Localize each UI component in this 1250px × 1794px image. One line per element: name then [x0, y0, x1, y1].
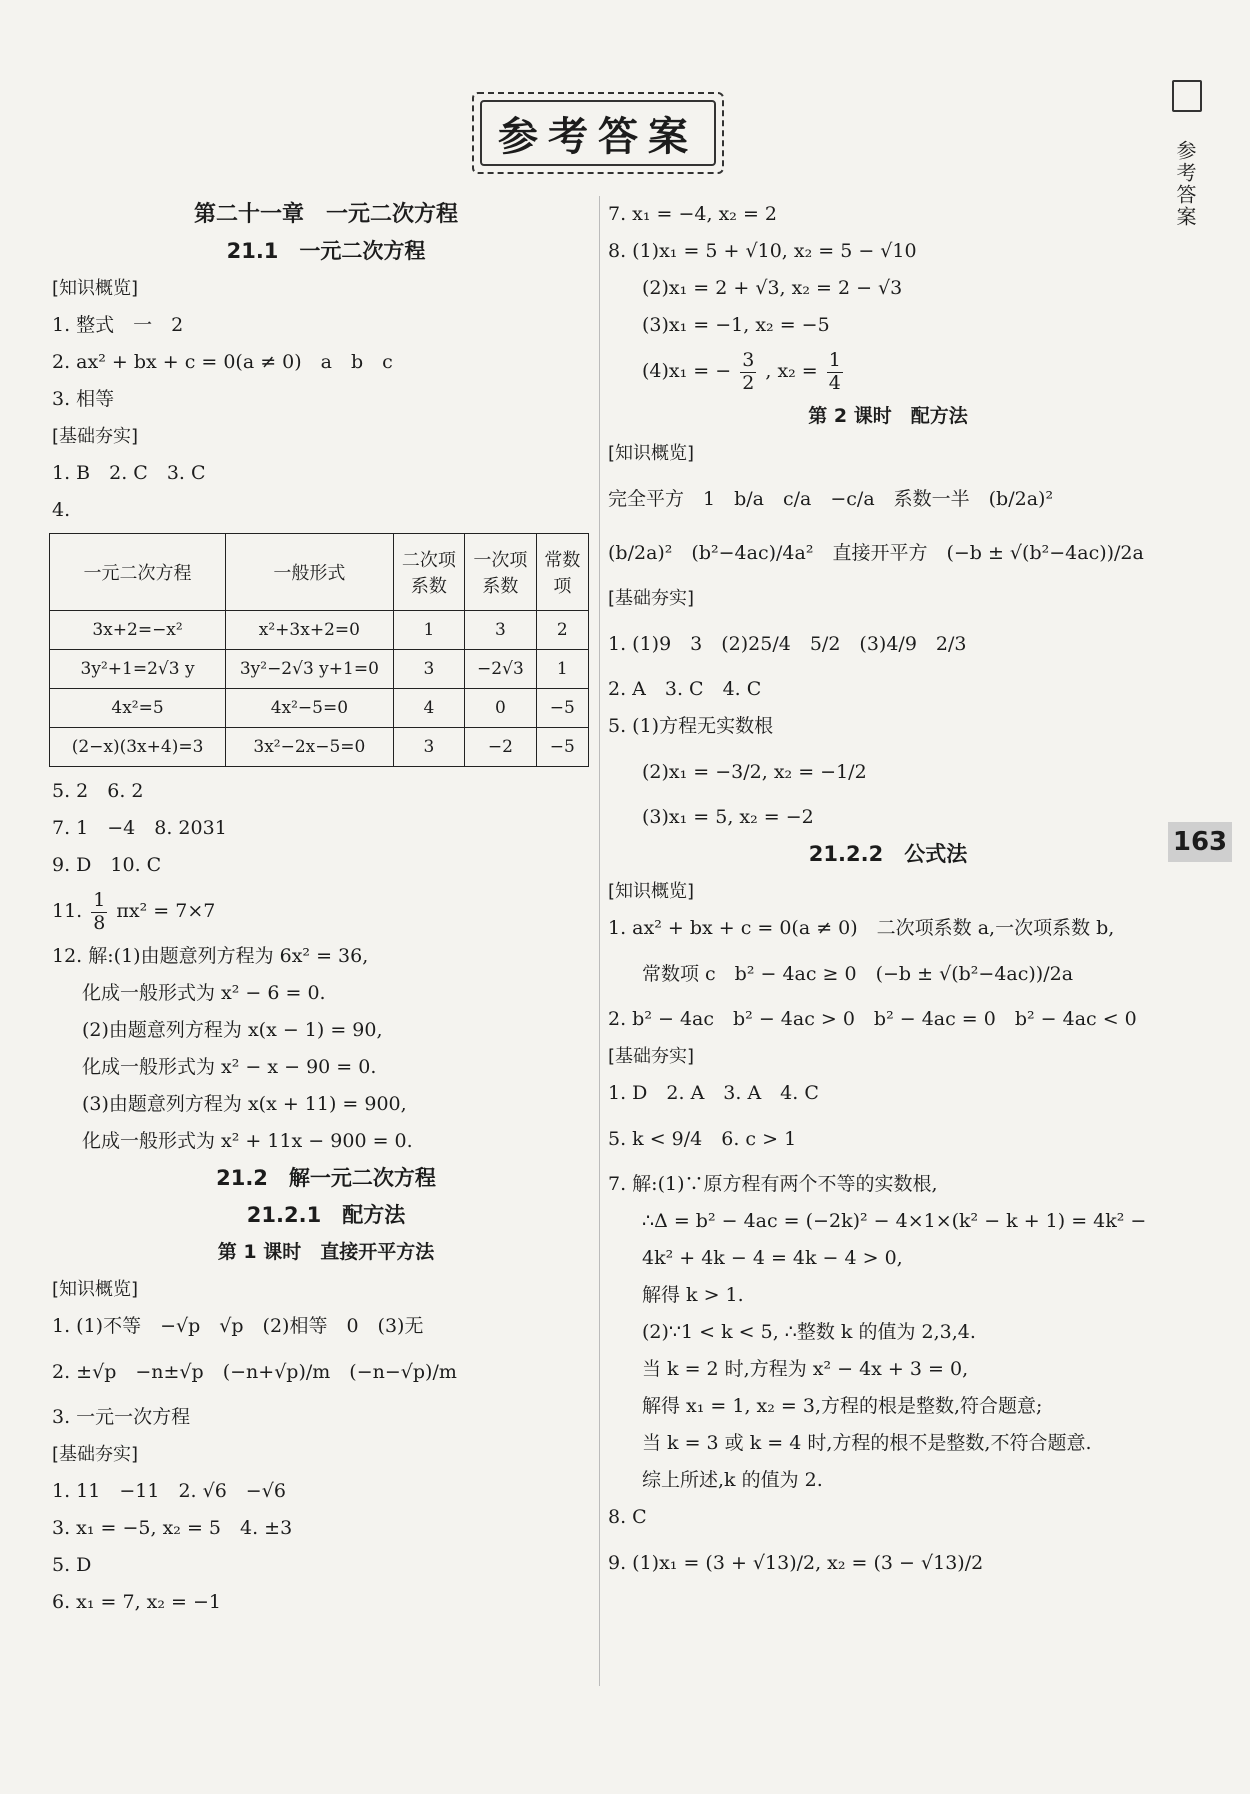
right-column — [608, 196, 1168, 1590]
page-number: 163 — [1168, 822, 1232, 862]
numerator: 1 — [93, 888, 106, 911]
subsection-title: 21.2.2 公式法 — [808, 842, 968, 866]
numerator: 3 — [742, 348, 755, 371]
section-tag: [基础夯实] — [608, 1046, 695, 1067]
answer-line: 3. 一元一次方程 — [52, 1406, 191, 1428]
table-cell: 3 — [393, 650, 465, 689]
answer-line: 7. 解:(1)∵原方程有两个不等的实数根, — [608, 1173, 938, 1195]
answer-line: 综上所述,k 的值为 2. — [642, 1469, 823, 1491]
answer-line: 常数项 c b² − 4ac ≥ 0 (−b ± √(b²−4ac))/2a — [642, 963, 1074, 985]
answer-line: 6. x₁ = 7, x₂ = −1 — [52, 1591, 222, 1613]
answer-line: 2. ax² + bx + c = 0(a ≠ 0) a b c — [52, 351, 393, 373]
book-icon — [1172, 80, 1202, 112]
answer-line: 3. x₁ = −5, x₂ = 5 4. ±3 — [52, 1517, 293, 1539]
table-header-row — [50, 534, 589, 611]
answer-text: (4)x₁ = − — [642, 360, 732, 382]
page-title: 参考答案 — [480, 100, 716, 166]
answer-line — [52, 884, 600, 938]
table-cell: 3 — [465, 611, 537, 650]
table-cell: 4x²=5 — [50, 689, 226, 728]
answer-line: 1. (1)不等 −√p √p (2)相等 0 (3)无 — [52, 1315, 424, 1337]
answer-line: 5. 2 6. 2 — [52, 780, 144, 802]
table-cell: −2√3 — [465, 650, 537, 689]
answer-line: 解得 x₁ = 1, x₂ = 3,方程的根是整数,符合题意; — [642, 1395, 1043, 1417]
answer-line: (3)x₁ = −1, x₂ = −5 — [642, 314, 830, 336]
table-header: 一次项系数 — [465, 534, 537, 611]
lesson-title: 第 2 课时 配方法 — [808, 405, 968, 427]
answer-line: (b/2a)² (b²−4ac)/4a² 直接开平方 (−b ± √(b²−4ac))/2a — [608, 542, 1144, 564]
side-label: 参考答案 — [1173, 140, 1197, 228]
table-cell: 3x+2=−x² — [50, 611, 226, 650]
section-title: 21.2 解一元二次方程 — [216, 1166, 436, 1190]
section-tag: [知识概览] — [608, 443, 695, 464]
table-cell: 4 — [393, 689, 465, 728]
answer-line: 2. ±√p −n±√p (−n+√p)/m (−n−√p)/m — [52, 1361, 457, 1383]
numerator: 1 — [828, 348, 841, 371]
answer-line: 9. (1)x₁ = (3 + √13)/2, x₂ = (3 − √13)/2 — [608, 1552, 984, 1574]
answer-line: (2)∵1 < k < 5, ∴整数 k 的值为 2,3,4. — [642, 1321, 976, 1343]
answer-line: 解得 k > 1. — [642, 1284, 744, 1306]
answer-line: 化成一般形式为 x² − x − 90 = 0. — [82, 1056, 377, 1078]
answer-line: 4. — [52, 499, 71, 521]
fraction — [91, 890, 107, 935]
answer-line: 当 k = 2 时,方程为 x² − 4x + 3 = 0, — [642, 1358, 969, 1380]
table-header: 一般形式 — [226, 534, 394, 611]
section-tag: [基础夯实] — [608, 588, 695, 609]
answer-line: 3. 相等 — [52, 388, 115, 410]
answer-line: (2)x₁ = 2 + √3, x₂ = 2 − √3 — [642, 277, 903, 299]
denominator: 8 — [93, 911, 106, 934]
section-tag: [知识概览] — [52, 1279, 139, 1300]
section-title: 21.1 一元二次方程 — [226, 239, 426, 263]
answer-line: 12. 解:(1)由题意列方程为 6x² = 36, — [52, 945, 369, 967]
answer-line: 5. D — [52, 1554, 92, 1576]
table-cell: −2 — [465, 728, 537, 767]
left-column — [52, 196, 600, 1621]
answer-table — [49, 533, 589, 767]
table-cell: 3y²+1=2√3 y — [50, 650, 226, 689]
section-tag: [基础夯实] — [52, 426, 139, 447]
table-header: 二次项系数 — [393, 534, 465, 611]
title-frame — [472, 92, 724, 174]
table-cell: 3y²−2√3 y+1=0 — [226, 650, 394, 689]
answer-line — [608, 344, 1168, 398]
answer-line: 1. B 2. C 3. C — [52, 462, 206, 484]
answer-line: 化成一般形式为 x² − 6 = 0. — [82, 982, 326, 1004]
denominator: 2 — [742, 371, 755, 394]
table-header: 一元二次方程 — [50, 534, 226, 611]
table-cell: 2 — [536, 611, 588, 650]
lesson-title: 第 1 课时 直接开平方法 — [217, 1241, 435, 1263]
answer-line: 1. 11 −11 2. √6 −√6 — [52, 1480, 286, 1502]
table-cell: 1 — [536, 650, 588, 689]
table-row — [50, 650, 589, 689]
table-header: 常数项 — [536, 534, 588, 611]
fraction — [827, 350, 843, 395]
answer-line: 完全平方 1 b/a c/a −c/a 系数一半 (b/2a)² — [608, 488, 1054, 510]
answer-line: 2. A 3. C 4. C — [608, 678, 762, 700]
table-cell: −5 — [536, 728, 588, 767]
table-row — [50, 728, 589, 767]
answer-line: 7. 1 −4 8. 2031 — [52, 817, 227, 839]
subsection-title: 21.2.1 配方法 — [246, 1203, 406, 1227]
answer-line: (2)x₁ = −3/2, x₂ = −1/2 — [642, 761, 867, 783]
section-tag: [知识概览] — [52, 278, 139, 299]
table-cell: 0 — [465, 689, 537, 728]
answer-line: 1. 整式 一 2 — [52, 314, 184, 336]
answer-line: 5. k < 9/4 6. c > 1 — [608, 1128, 797, 1150]
table-cell: (2−x)(3x+4)=3 — [50, 728, 226, 767]
table-cell: −5 — [536, 689, 588, 728]
answer-line: 4k² + 4k − 4 = 4k − 4 > 0, — [642, 1247, 903, 1269]
table-cell: 3x²−2x−5=0 — [226, 728, 394, 767]
answer-line: 5. (1)方程无实数根 — [608, 715, 774, 737]
table-cell: 3 — [393, 728, 465, 767]
table-row — [50, 611, 589, 650]
table-cell: 1 — [393, 611, 465, 650]
section-tag: [基础夯实] — [52, 1444, 139, 1465]
answer-line: 1. D 2. A 3. A 4. C — [608, 1082, 819, 1104]
answer-line: 8. C — [608, 1506, 647, 1528]
section-tag: [知识概览] — [608, 881, 695, 902]
answer-line: 当 k = 3 或 k = 4 时,方程的根不是整数,不符合题意. — [642, 1432, 1092, 1454]
chapter-title: 第二十一章 一元二次方程 — [193, 202, 458, 227]
answer-line: (3)x₁ = 5, x₂ = −2 — [642, 806, 814, 828]
answer-line: 8. (1)x₁ = 5 + √10, x₂ = 5 − √10 — [608, 240, 917, 262]
answer-line: 2. b² − 4ac b² − 4ac > 0 b² − 4ac = 0 b² − 4ac < 0 — [608, 1008, 1137, 1030]
answer-line: 化成一般形式为 x² + 11x − 900 = 0. — [82, 1130, 413, 1152]
fraction — [740, 350, 756, 395]
answer-line: 7. x₁ = −4, x₂ = 2 — [608, 203, 778, 225]
answer-text: , x₂ = — [765, 360, 818, 382]
answer-line: ∴Δ = b² − 4ac = (−2k)² − 4×1×(k² − k + 1) = 4k² − — [642, 1210, 1147, 1232]
answer-line: 1. ax² + bx + c = 0(a ≠ 0) 二次项系数 a,一次项系数 b, — [608, 917, 1115, 939]
answer-line: 9. D 10. C — [52, 854, 162, 876]
table-cell: x²+3x+2=0 — [226, 611, 394, 650]
answer-line: 1. (1)9 3 (2)25/4 5/2 (3)4/9 2/3 — [608, 633, 967, 655]
answer-number: 11. — [52, 900, 83, 922]
answer-line: (2)由题意列方程为 x(x − 1) = 90, — [82, 1019, 383, 1041]
denominator: 4 — [828, 371, 841, 394]
answer-line: (3)由题意列方程为 x(x + 11) = 900, — [82, 1093, 407, 1115]
table-cell: 4x²−5=0 — [226, 689, 394, 728]
table-row — [50, 689, 589, 728]
answer-text: πx² = 7×7 — [116, 900, 216, 922]
